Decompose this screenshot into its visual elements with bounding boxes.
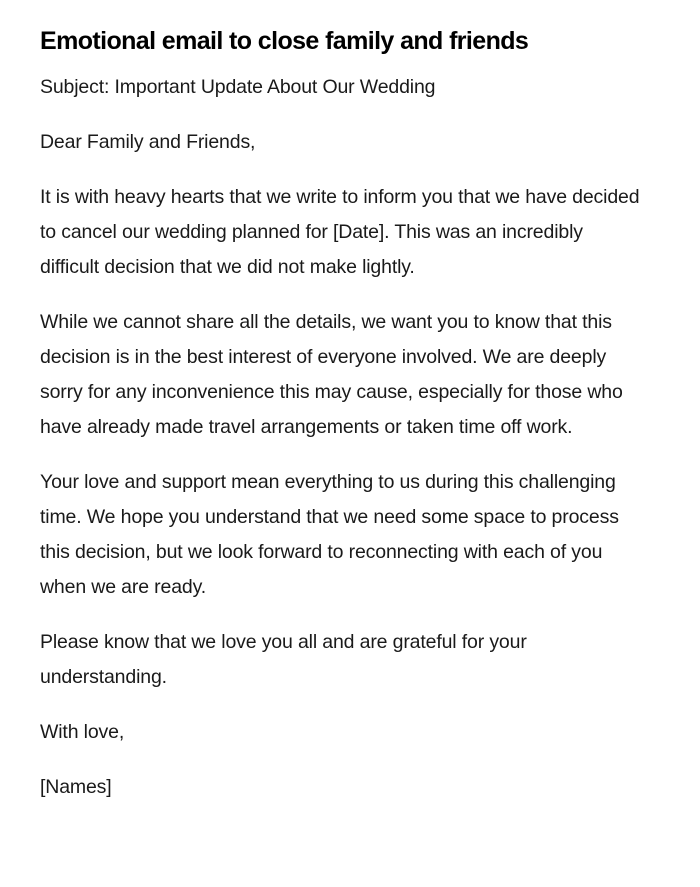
email-greeting: Dear Family and Friends, <box>40 131 256 153</box>
email-subject: Subject: Important Update About Our Wedding <box>40 76 436 98</box>
page-title: Emotional email to close family and friends <box>40 27 529 55</box>
email-paragraph-4: Please know that we love you all and are grateful for your understanding. <box>40 631 527 688</box>
email-closing: With love, <box>40 721 125 743</box>
email-paragraph-2: While we cannot share all the details, we want you to know that this decision is in the best interest of everyone involved. We are deeply sorry for any inconvenience this may cause, especially for those who have already made travel arrangements or taken time off work. <box>40 311 623 438</box>
email-paragraph-1: It is with heavy hearts that we write to inform you that we have decided to cancel our wedding planned for [Date]. This was an incredibly difficult decision that we did not make lightly. <box>40 186 640 278</box>
email-paragraph-3: Your love and support mean everything to us during this challenging time. We hope you understand that we need some space to process this decision, but we look forward to reconnecting with each of you when we are ready. <box>40 471 619 598</box>
email-signature: [Names] <box>40 776 112 798</box>
